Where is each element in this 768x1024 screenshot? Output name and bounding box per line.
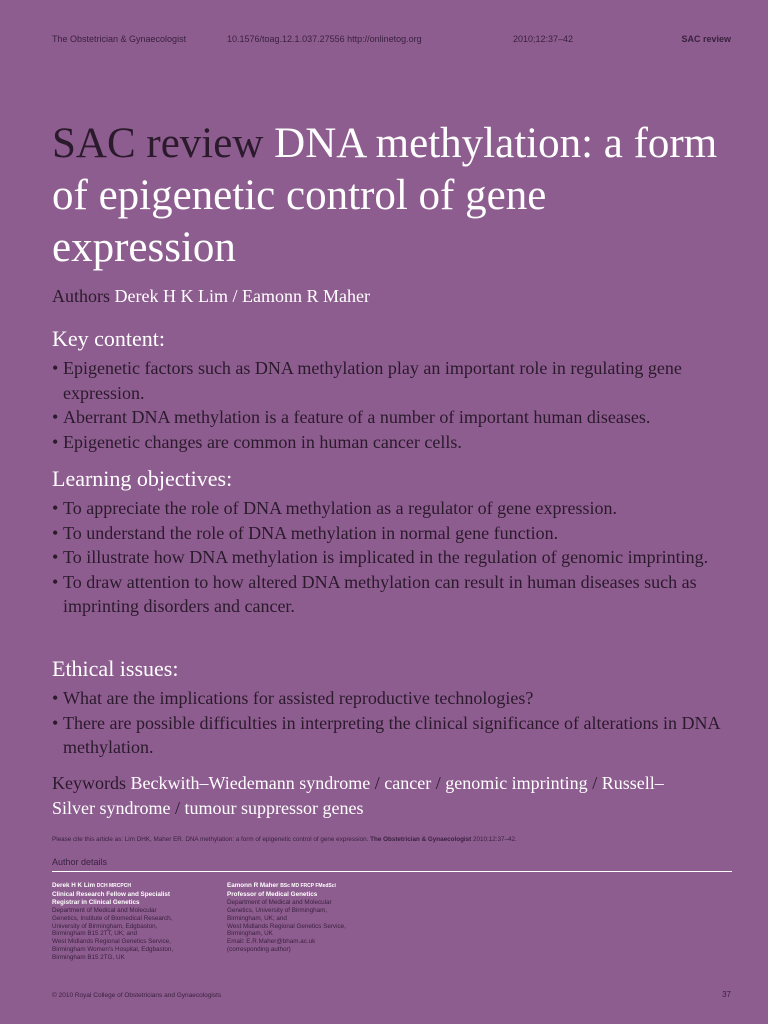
article-title: [52, 118, 732, 274]
keyword-separator: /: [370, 773, 385, 793]
bullet: •: [52, 571, 59, 592]
author-address: Birmingham B15 2TG, UK: [52, 954, 125, 962]
keyword: genomic imprinting: [445, 773, 588, 793]
list-item-text: Aberrant DNA methylation is a feature of a number of important human diseases.: [63, 407, 651, 427]
author-address: (corresponding author): [227, 946, 291, 954]
author-name-text: Derek H K Lim: [52, 882, 96, 889]
page-footer: [52, 992, 731, 1002]
ethical-issues-list: [52, 686, 742, 760]
keyword: tumour suppressor genes: [184, 798, 364, 818]
key-content-section: [52, 326, 742, 454]
author-address: Birmingham, UK; and: [227, 914, 287, 922]
author-details-lim: [52, 882, 222, 962]
list-item-text: There are possible difficulties in interpreting the clinical significance of alterations in DNA methylation.: [63, 712, 720, 757]
author-role: Clinical Research Fellow and Specialist: [52, 890, 170, 898]
list-item: [52, 711, 742, 760]
author-name-text: Eamonn R Maher: [227, 882, 279, 889]
list-item: [52, 430, 742, 455]
author-address: Department of Medical and Molecular: [52, 906, 157, 914]
list-item: [52, 545, 742, 570]
author-address: West Midlands Regional Genetics Service,: [52, 938, 171, 946]
authors-names: Derek H K Lim / Eamonn R Maher: [114, 286, 370, 306]
list-item: [52, 356, 742, 405]
running-header: [52, 34, 731, 46]
list-item-text: To appreciate the role of DNA methylation as a regulator of gene expression.: [63, 498, 618, 518]
author-details-heading: Author details: [52, 857, 108, 867]
bullet: •: [52, 407, 59, 427]
bullet: •: [52, 431, 59, 452]
year-issue: 2010;12:37–42: [513, 34, 574, 44]
bullet: •: [52, 547, 59, 567]
list-item: [52, 496, 742, 521]
learning-objectives-section: [52, 466, 742, 619]
author-role: Registrar in Clinical Genetics: [52, 898, 140, 906]
authors-label: Authors: [52, 286, 110, 306]
title-prefix: SAC review: [52, 120, 264, 167]
author-email[interactable]: Email: E.R.Maher@bham.ac.uk: [227, 938, 316, 946]
list-item: [52, 521, 742, 546]
journal-name: The Obstetrician & Gynaecologist: [52, 34, 187, 44]
title-text: DNA methylation: a form of epigenetic control of gene expression: [52, 120, 718, 271]
list-item-text: Epigenetic factors such as DNA methylation play an important role in regulating gene expression.: [63, 358, 682, 403]
author-name: [227, 882, 397, 891]
keyword-separator: /: [170, 798, 185, 818]
list-item: [52, 686, 742, 711]
ethical-issues-section: [52, 656, 742, 760]
section-heading: Key content:: [52, 326, 166, 351]
author-address: University of Birmingham, Edgbaston,: [52, 922, 158, 930]
key-content-list: [52, 356, 742, 454]
bullet: •: [52, 358, 59, 378]
divider: [52, 871, 732, 872]
bullet: •: [52, 522, 59, 543]
author-degrees: BSc MD FRCP FMedSci: [280, 883, 336, 889]
citation-note: [52, 836, 732, 843]
author-role: Professor of Medical Genetics: [227, 890, 318, 898]
keyword-separator: /: [431, 773, 446, 793]
keywords-label: Keywords: [52, 773, 126, 793]
keyword: Beckwith–Wiedemann syndrome: [130, 773, 371, 793]
list-item: [52, 570, 742, 619]
keywords: [52, 771, 692, 821]
author-name: [52, 882, 222, 891]
author-address: Birmingham Women's Hospital, Edgbaston,: [52, 946, 174, 954]
keyword: Russell–Silver syndrome: [52, 773, 664, 818]
copyright: © 2010 Royal College of Obstetricians and Gynaecologists: [52, 992, 222, 999]
section-heading: Learning objectives:: [52, 466, 233, 491]
list-item-text: To draw attention to how altered DNA methylation can result in human diseases such as imprinting disorders and cancer.: [63, 571, 697, 616]
list-item-text: What are the implications for assisted reproductive technologies?: [63, 688, 534, 708]
author-address: Birmingham B15 2TT, UK; and: [52, 930, 138, 938]
page-number: 37: [722, 990, 731, 999]
author-address: Department of Medical and Molecular: [227, 898, 332, 906]
list-item-text: Epigenetic changes are common in human cancer cells.: [63, 431, 462, 452]
authors-line: [52, 286, 370, 307]
section-label: SAC review: [681, 34, 731, 44]
author-details-maher: [227, 882, 397, 954]
author-address: Genetics, University of Birmingham,: [227, 906, 328, 914]
author-address: Birmingham, UK: [227, 930, 273, 938]
learning-objectives-list: [52, 496, 742, 619]
list-item-text: To understand the role of DNA methylation in normal gene function.: [63, 522, 559, 543]
keyword-separator: /: [587, 773, 602, 793]
doi-link[interactable]: 10.1576/toag.12.1.037.27556 http://onlinetog.org: [227, 34, 422, 44]
author-degrees: DCH MRCPCH: [96, 883, 131, 889]
citation-journal: The Obstetrician & Gynaecologist: [370, 836, 472, 843]
keyword: cancer: [384, 773, 432, 793]
author-address: Genetics, Institute of Biomedical Research,: [52, 914, 173, 922]
citation-text: Please cite this article as: Lim DHK, Maher ER. DNA methylation: a form of epigenetic control of gene expression.: [52, 836, 371, 843]
bullet: •: [52, 688, 59, 708]
author-address: West Midlands Regional Genetics Service,: [227, 922, 346, 930]
bullet: •: [52, 712, 59, 733]
citation-ref: 2010;12:37–42.: [471, 836, 517, 843]
list-item-text: To illustrate how DNA methylation is implicated in the regulation of genomic imprinting.: [63, 547, 709, 567]
list-item: [52, 405, 742, 430]
bullet: •: [52, 498, 59, 518]
section-heading: Ethical issues:: [52, 656, 179, 681]
